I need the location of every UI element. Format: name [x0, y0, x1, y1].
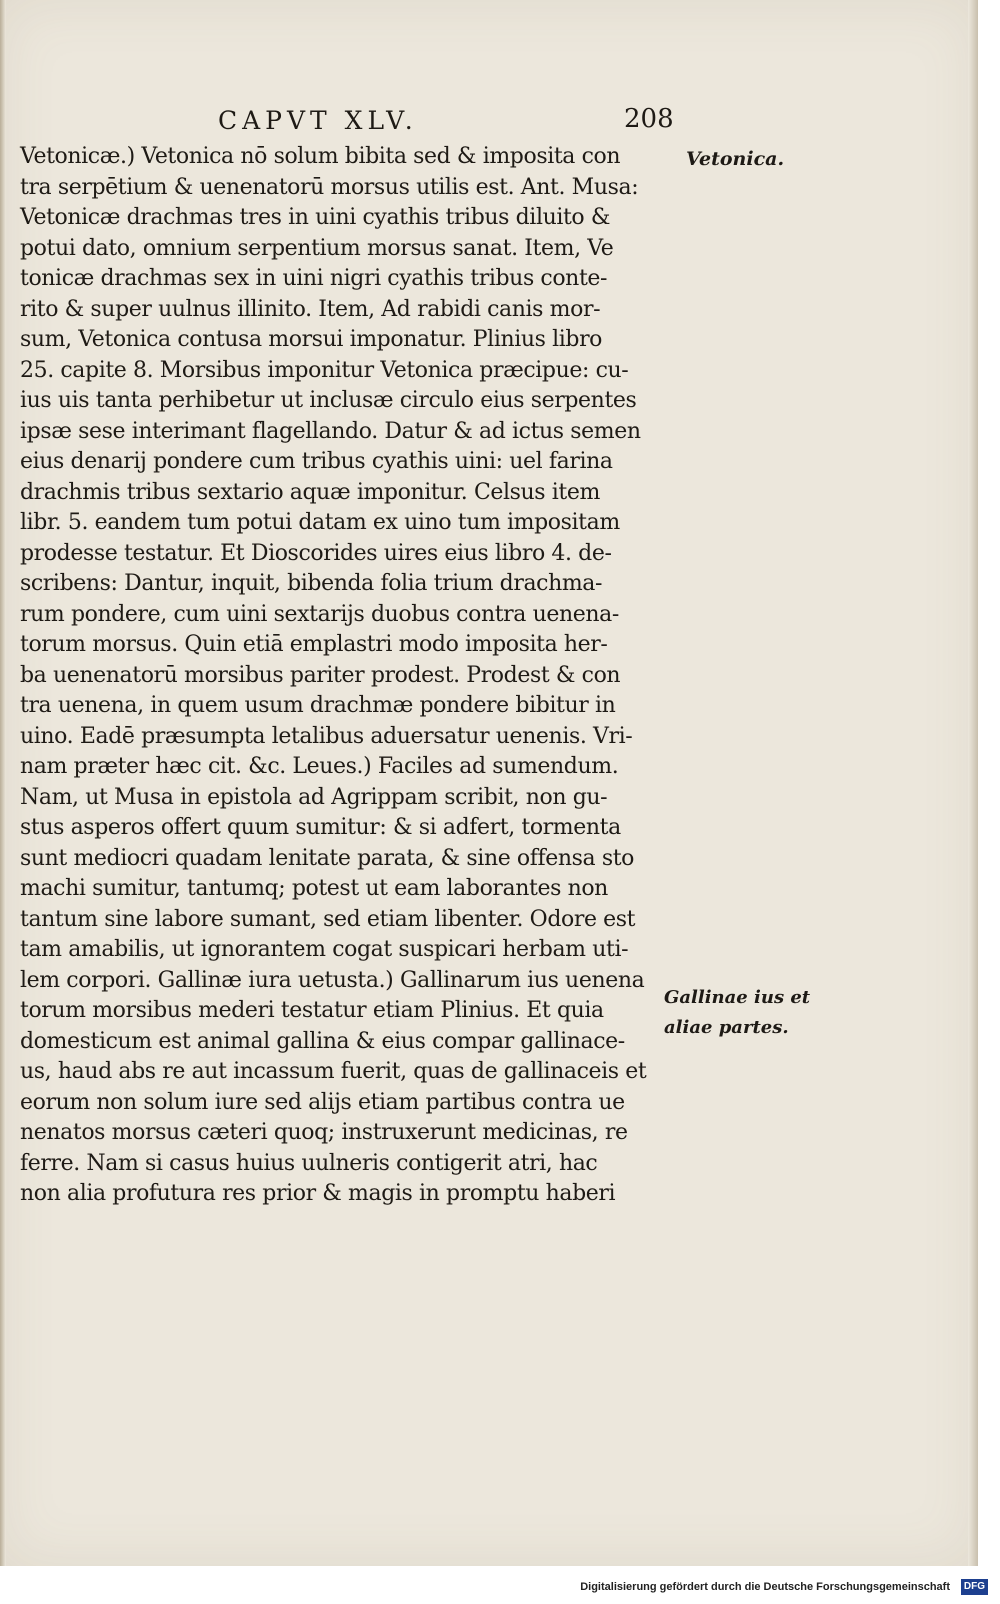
body-text	[20, 142, 680, 1210]
text-line: ipsæ sese interimant flagellando. Datur & ad ictus semen	[20, 418, 641, 444]
text-line: torum morsibus mederi testatur etiam Plinius. Et quia	[20, 998, 604, 1023]
margin-note-gallinae-line1: Gallinae ius et	[664, 987, 811, 1008]
text-line: Nam, ut Musa in epistola ad Agrippam scribit, non gu-	[20, 784, 608, 810]
text-line: drachmis tribus sextario aquæ imponitur. Celsus item	[20, 479, 600, 505]
page-gutter-shadow	[0, 0, 6, 1566]
dfg-logo: DFG	[961, 1579, 988, 1595]
text-line: tra serpētium & uenenatorū morsus utilis est. Ant. Musa:	[20, 174, 639, 200]
running-head: CAPVT XLV.	[218, 106, 418, 135]
text-line: potui dato, omnium serpentium morsus sanat. Item, Ve	[20, 235, 614, 261]
text-line: domesticum est animal gallina & eius compar gallinace-	[20, 1028, 625, 1054]
margin-note-gallinae-line2: aliae partes.	[664, 1017, 789, 1038]
text-line: scribens: Dantur, inquit, bibenda folia trium drachma-	[20, 571, 603, 596]
text-line: uino. Eadē præsumpta letalibus aduersatur uenenis. Vri-	[20, 723, 633, 749]
funding-credit: Digitalisierung gefördert durch die Deutsche Forschungsgemeinschaft	[580, 1581, 950, 1593]
text-line: nenatos morsus cæteri quoq; instruxerunt medicinas, re	[20, 1120, 628, 1145]
text-line: sum, Vetonica contusa morsui imponatur. Plinius libro	[20, 327, 603, 352]
text-line: non alia profutura res prior & magis in promptu haberi	[20, 1181, 616, 1206]
text-line: tra uenena, in quem usum drachmæ pondere bibitur in	[20, 693, 616, 718]
text-line: us, haud abs re aut incassum fuerit, quas de gallinaceis et	[20, 1059, 647, 1084]
text-line: ius uis tanta perhibetur ut inclusæ circulo eius serpentes	[20, 388, 637, 413]
text-line: sunt mediocri quadam lenitate parata, & sine offensa sto	[20, 845, 635, 871]
page-edge-shadow	[968, 0, 978, 1566]
text-line: lem corpori. Gallinæ iura uetusta.) Gallinarum ius uenena	[20, 967, 645, 993]
text-line: tam amabilis, ut ignorantem cogat suspicari herbam uti-	[20, 937, 629, 962]
text-line: machi sumitur, tantumq; potest ut eam laborantes non	[20, 876, 608, 901]
text-line: 25. capite 8. Morsibus imponitur Vetonica præcipue: cu-	[20, 357, 629, 383]
page-number: 208	[624, 104, 674, 134]
margin-note-vetonica: Vetonica.	[686, 148, 785, 170]
text-line: eorum non solum iure sed alijs etiam partibus contra ue	[20, 1089, 625, 1115]
text-line: tonicæ drachmas sex in uini nigri cyathis tribus conte-	[20, 266, 608, 291]
text-line: ba uenenatorū morsibus pariter prodest. Prodest & con	[20, 662, 621, 688]
text-line: stus asperos offert quum sumitur: & si adfert, tormenta	[20, 815, 621, 840]
text-line: nam præter hæc cit. &c. Leues.) Faciles ad sumendum.	[20, 754, 619, 779]
text-line: torum morsus. Quin etiā emplastri modo imposita her-	[20, 632, 608, 657]
text-line: rum pondere, cum uini sextarijs duobus contra uenena-	[20, 601, 619, 627]
text-line: prodesse testatur. Et Dioscorides uires eius libro 4. de-	[20, 540, 612, 566]
text-line: tantum sine labore sumant, sed etiam libenter. Odore est	[20, 906, 636, 932]
text-line: ferre. Nam si casus huius uulneris contigerit atri, hac	[20, 1150, 598, 1176]
footer-bar	[0, 1566, 1000, 1604]
text-line: Vetonicæ drachmas tres in uini cyathis tribus diluito &	[20, 205, 611, 230]
text-line: Vetonicæ.) Vetonica nō solum bibita sed & imposita con	[20, 144, 621, 169]
text-line: rito & super uulnus illinito. Item, Ad rabidi canis mor-	[20, 296, 601, 322]
text-line: libr. 5. eandem tum potui datam ex uino tum impositam	[20, 510, 620, 535]
text-line: eius denarij pondere cum tribus cyathis uini: uel farina	[20, 449, 613, 474]
